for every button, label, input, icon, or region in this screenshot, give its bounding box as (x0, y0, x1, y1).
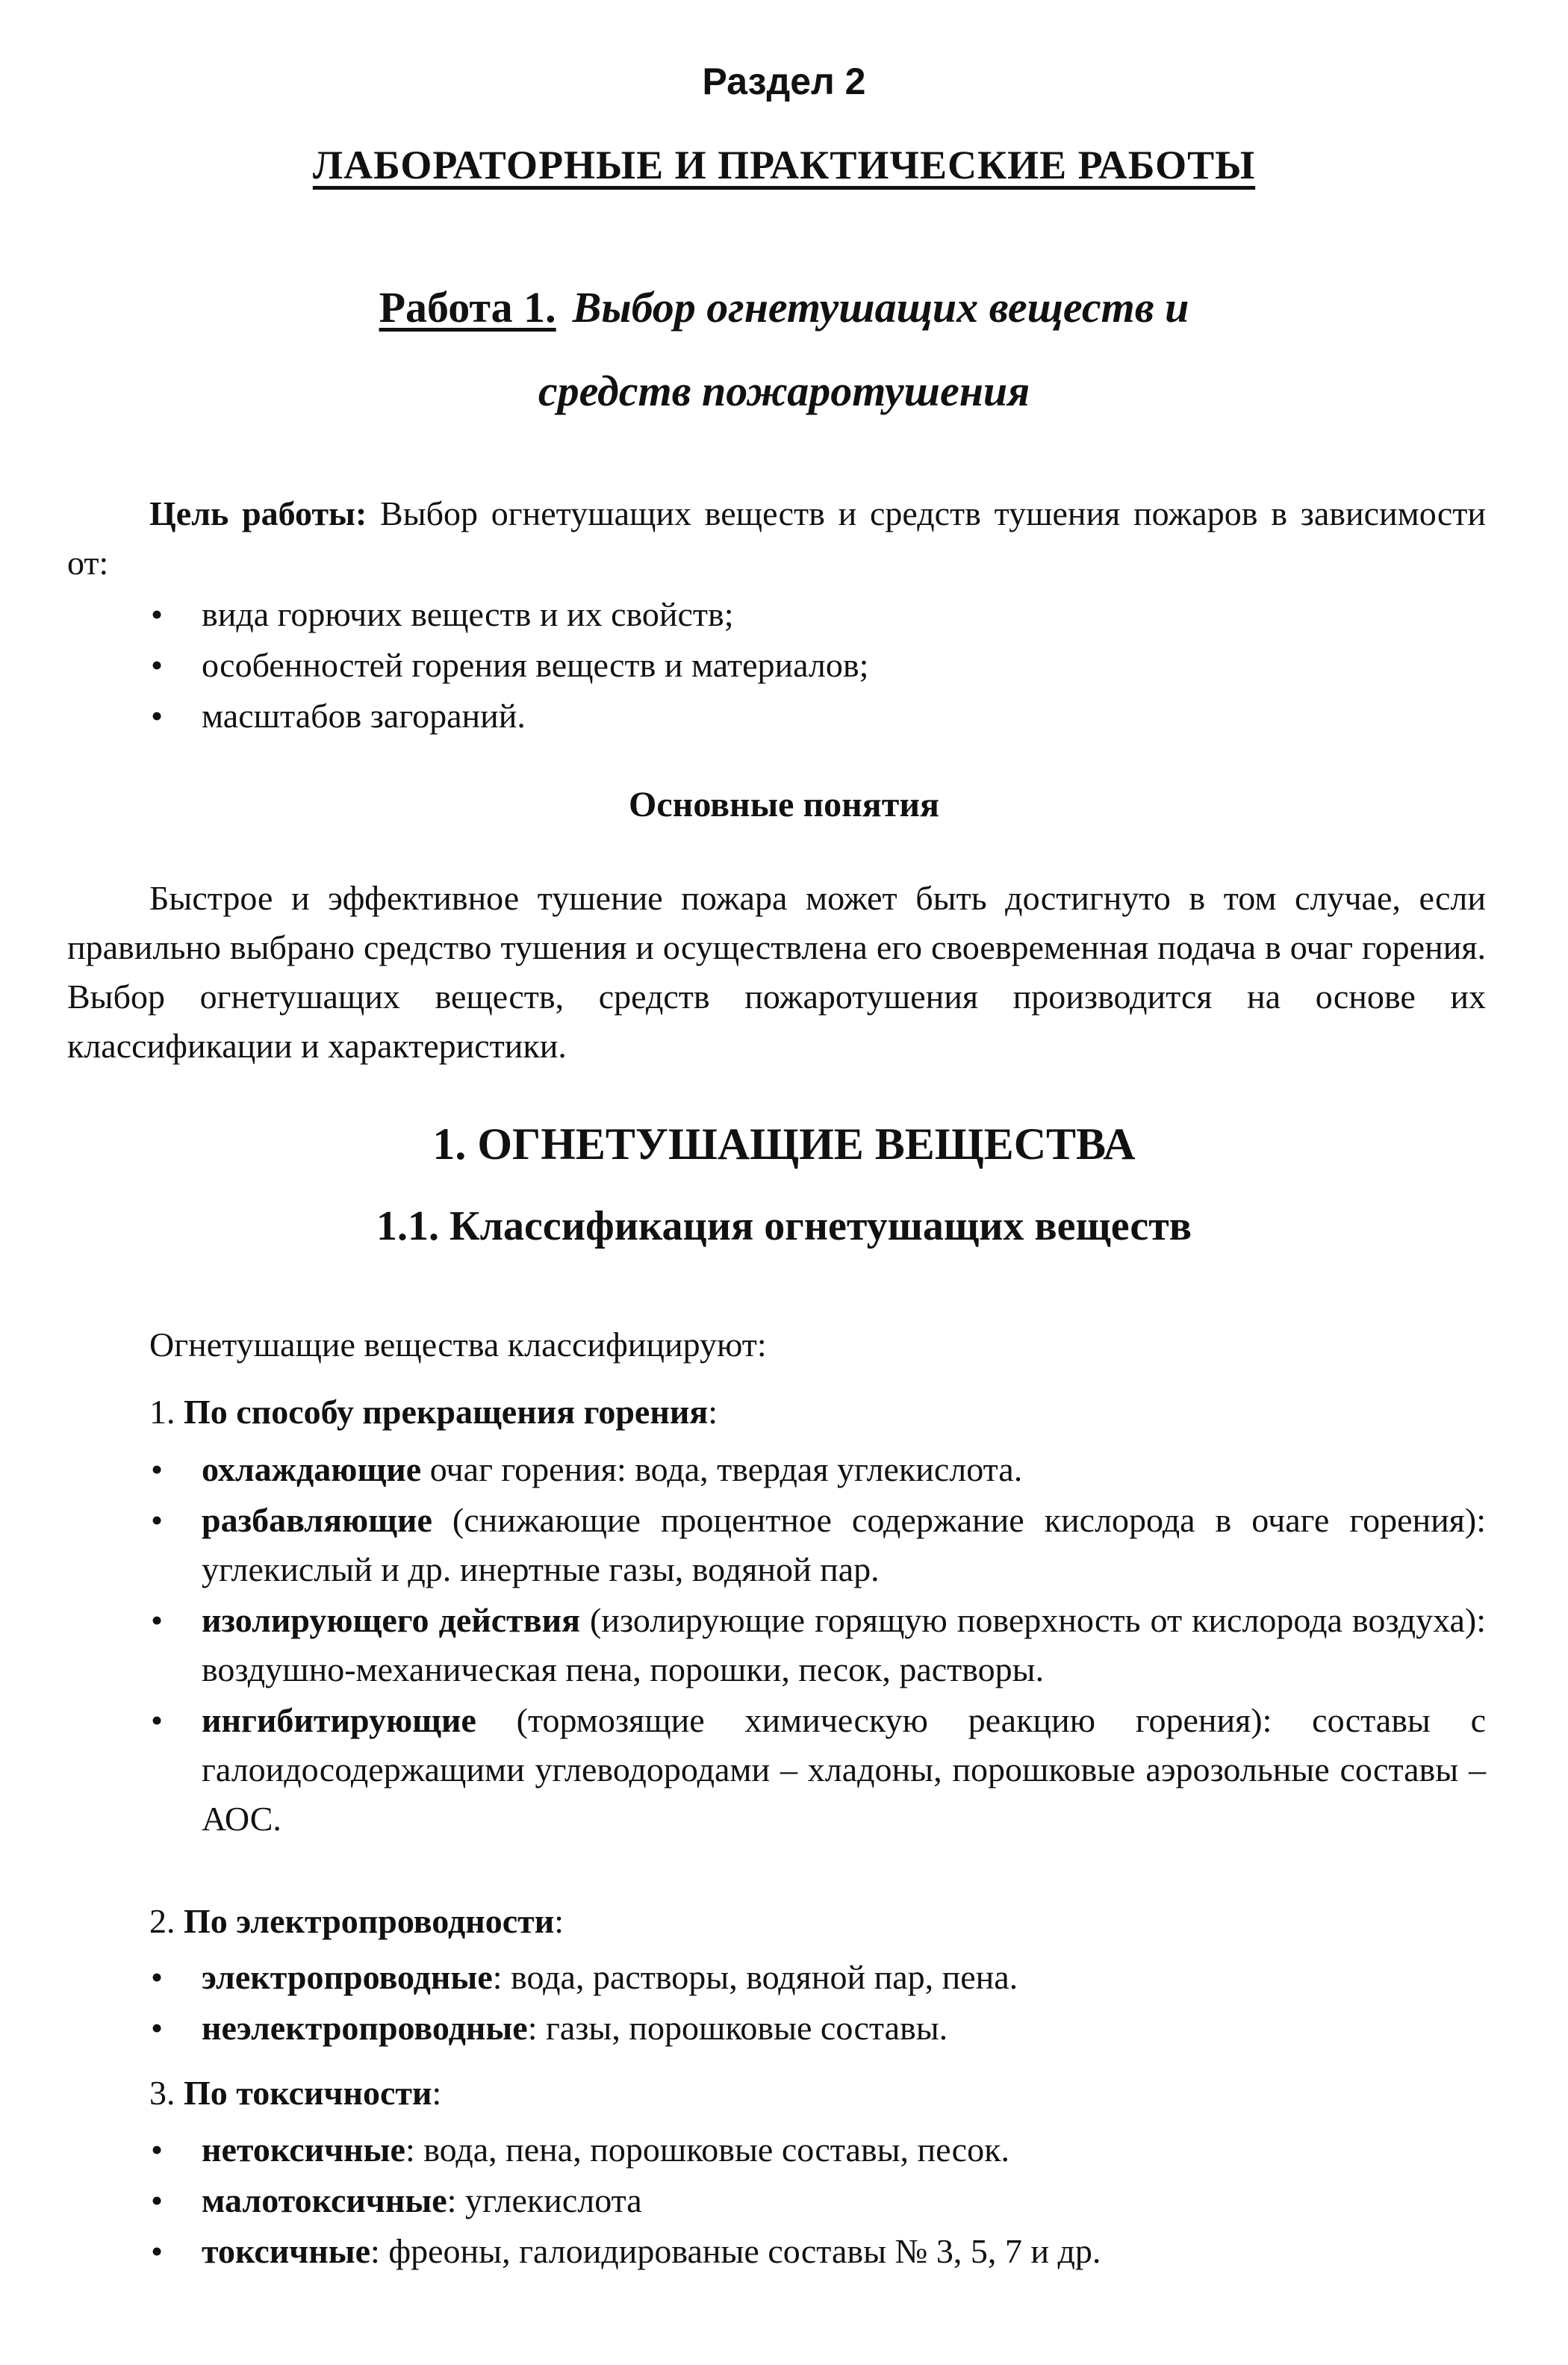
bullet-icon: • (151, 1701, 164, 1739)
bullet-icon: • (151, 2009, 164, 2047)
basics-heading: Основные понятия (629, 785, 939, 824)
bullet-icon: • (151, 1450, 164, 1488)
goal-label: Цель работы: (149, 494, 367, 532)
bullet-icon: • (151, 2131, 164, 2169)
bullet-icon: • (151, 1601, 164, 1639)
list-item: • вида горючих веществ и их свойств; (142, 590, 1486, 639)
list-item: • электропроводные: вода, растворы, водяной пар, пена. (142, 1953, 1486, 2002)
chapter-subheading: 1.1. Классификация огнетушащих веществ (376, 1203, 1192, 1249)
classification-intro: Огнетушащие вещества классифицируют: (149, 1326, 767, 1364)
list-item: • охлаждающие очаг горения: вода, твердая углекислота. (142, 1445, 1486, 1494)
list-item: • неэлектропроводные: газы, порошковые составы. (142, 2004, 1486, 2053)
goal-text: Выбор огнетушащих веществ и средств тушения пожаров в зависимости от: (67, 494, 1487, 582)
section-number: Раздел 2 (702, 60, 866, 102)
bullet-icon: • (151, 2232, 164, 2270)
list-item: • ингибитирующие (тормозящие химическую реакцию горения): составы с галоидосодержащими углеводородами – хладоны, порошковые аэрозольные составы – АОС. (142, 1696, 1486, 1844)
goal-paragraph (67, 489, 1486, 588)
section-title: ЛАБОРАТОРНЫЕ И ПРАКТИЧЕСКИЕ РАБОТЫ (312, 143, 1256, 187)
list-item: • масштабов загораний. (142, 692, 1486, 741)
group-heading-2: 2. По электропроводности: (149, 1902, 564, 1940)
chapter-heading: 1. ОГНЕТУШАЩИЕ ВЕЩЕСТВА (432, 1119, 1136, 1169)
goal-list (142, 590, 1486, 741)
bullet-icon: • (151, 646, 164, 684)
basics-paragraph: Быстрое и эффективное тушение пожара может быть достигнуто в том случае, если правильно выбрано средство тушения и осуществлена его своевременная подача в очаг горения. Выбор огнетушащих веществ, средств пожаротушения производится на основе их классификации и характеристики. (67, 879, 1486, 1065)
list-item: • разбавляющие (снижающие процентное содержание кислорода в очаге горения): углекислый и др. инертные газы, водяной пар. (142, 1496, 1486, 1594)
list-item: • особенностей горения веществ и материалов; (142, 641, 1486, 690)
group-list-3 (142, 2125, 1486, 2276)
bullet-icon: • (151, 595, 164, 633)
work-title-line1: Выбор огнетушащих веществ и (572, 283, 1189, 332)
bullet-icon: • (151, 1501, 164, 1539)
list-item: • токсичные: фреоны, галоидированые составы № 3, 5, 7 и др. (142, 2227, 1486, 2276)
list-item: • малотоксичные: углекислота (142, 2176, 1486, 2225)
work-title-line2: средств пожаротушения (538, 367, 1030, 415)
work-title (0, 282, 1568, 332)
bullet-icon: • (151, 2181, 164, 2219)
group-list-1 (142, 1445, 1486, 1844)
list-item: • изолирующего действия (изолирующие горящую поверхность от кислорода воздуха): воздушно-механическая пена, порошки, песок, растворы. (142, 1596, 1486, 1694)
bullet-icon: • (151, 1958, 164, 1996)
list-item: • нетоксичные: вода, пена, порошковые составы, песок. (142, 2125, 1486, 2175)
group-heading-3: 3. По токсичности: (149, 2074, 442, 2112)
bullet-icon: • (151, 697, 164, 735)
group-list-2 (142, 1953, 1486, 2053)
work-label: Работа 1. (379, 283, 556, 332)
group-heading-1: 1. По способу прекращения горения: (149, 1393, 718, 1431)
